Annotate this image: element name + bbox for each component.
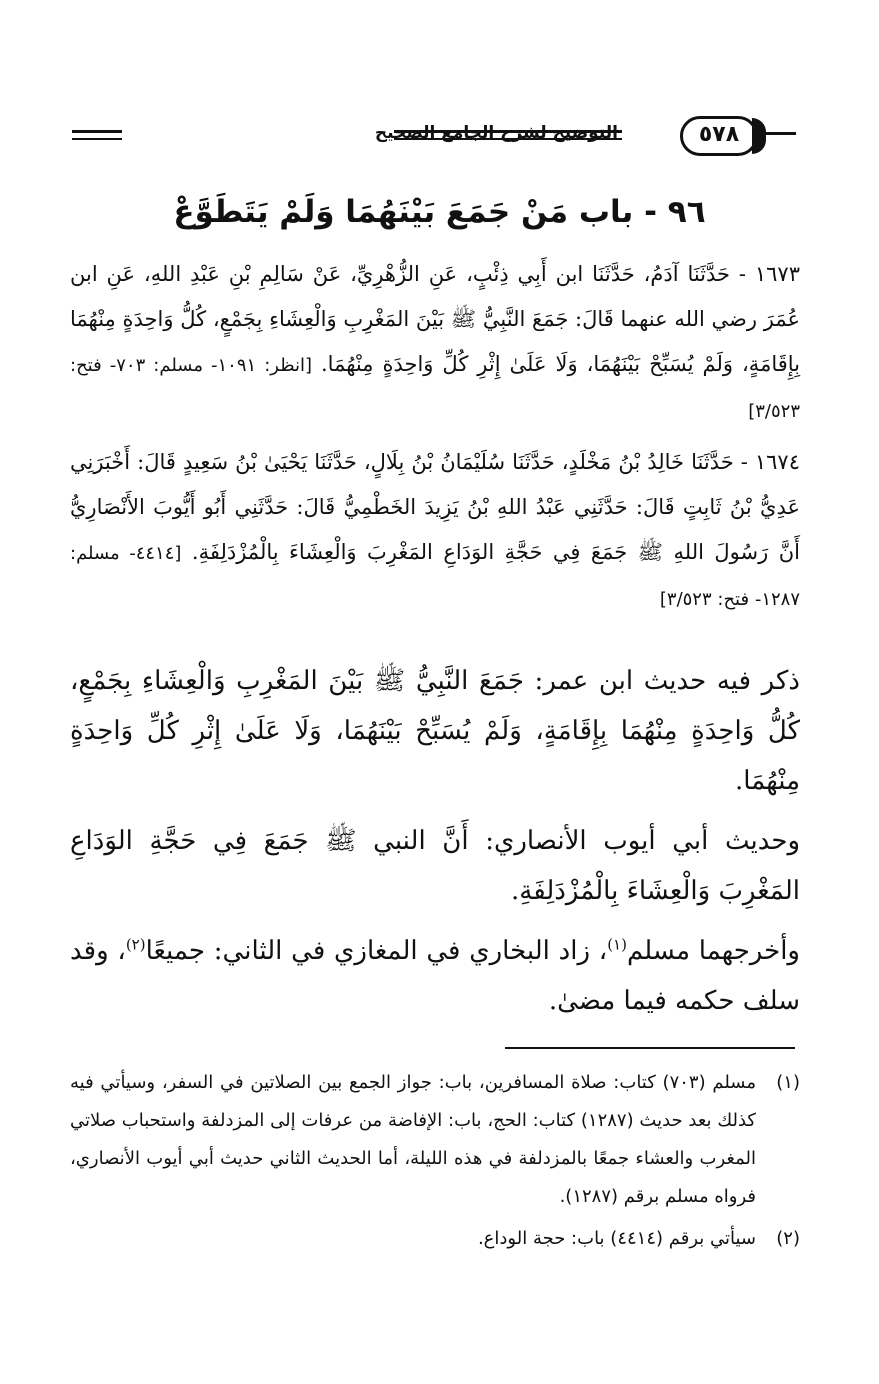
page-number: ٥٧٨ (680, 116, 758, 156)
hadith-1673 (70, 252, 800, 434)
hadith-1673-text: ١٦٧٣ - حَدَّثَنَا آدَمُ، حَدَّثَنَا ابن أَبِي ذِئْبٍ، عَنِ الزُّهْرِيِّ، عَنْ سَالِمِ بْنِ عَبْدِ اللهِ، عَنِ ابن عُمَرَ رضي الله عنهما قَالَ: جَمَعَ النَّبِيُّ ﷺ بَيْنَ المَغْرِبِ وَالْعِشَاءِ بِجَمْعٍ، كُلُّ وَاحِدَةٍ مِنْهُمَا بِإِقَامَةٍ، وَلَمْ يُسَبِّحْ بَيْنَهُمَا، وَلَا عَلَىٰ إِثْرِ كُلِّ وَاحِدَةٍ مِنْهُمَا. (70, 262, 800, 376)
chapter-title: ٩٦ - باب مَنْ جَمَعَ بَيْنَهُمَا وَلَمْ يَتَطَوَّعْ (173, 194, 706, 230)
hadith-1673-reference: [انظر: ١٠٩١- مسلم: ٧٠٣- فتح: ٣/٥٢٣] (70, 355, 800, 422)
footnote-1 (70, 1064, 800, 1216)
commentary-paragraph-1: ذكر فيه حديث ابن عمر: جَمَعَ النَّبِيُّ ﷺ بَيْنَ المَغْرِبِ وَالْعِشَاءِ بِجَمْعٍ، كُلُّ وَاحِدَةٍ مِنْهُمَا بِإِقَامَةٍ، وَلَمْ يُسَبِّحْ بَيْنَهُمَا، وَلَا عَلَىٰ إِثْرِ كُلِّ وَاحِدَةٍ مِنْهُمَا. (70, 666, 800, 796)
running-title: التوضيح لشرح الجامع الصحيح (374, 123, 618, 143)
commentary-p3-part-b: ، زاد البخاري في المغازي في الثاني: جميعًا (145, 936, 608, 966)
hadith-1673-paragraph (70, 252, 800, 434)
commentary (70, 656, 800, 1026)
hadith-1674-reference: [٤٤١٤- مسلم: ١٢٨٧- فتح: ٣/٥٢٣] (70, 543, 800, 610)
hadith-1674-text: ١٦٧٤ - حَدَّثَنَا خَالِدُ بْنُ مَخْلَدٍ، حَدَّثَنَا سُلَيْمَانُ بْنُ بِلَالٍ، حَدَّثَنَا يَحْيَىٰ بْنُ سَعِيدٍ قَالَ: أَخْبَرَنِي عَدِيُّ بْنُ ثَابِتٍ قَالَ: حَدَّثَنِي عَبْدُ اللهِ بْنُ يَزِيدَ الخَطْمِيُّ قَالَ: حَدَّثَنِي أَبُو أَيُّوبَ الأَنْصَارِيُّ أَنَّ رَسُولَ اللهِ ﷺ جَمَعَ فِي حَجَّةِ الوَدَاعِ المَغْرِبَ وَالْعِشَاءَ بِالْمُزْدَلِفَةِ. (70, 450, 800, 564)
header-rule-left-bottom (72, 138, 122, 140)
footnote-2 (70, 1220, 800, 1258)
footnote-ref-2[interactable]: (٢) (125, 935, 146, 954)
hadith-1674 (70, 440, 800, 622)
footnote-ref-1[interactable]: (١) (607, 935, 627, 954)
commentary-p3-part-c: ، وقد سلف حكمه فيما مضىٰ. (70, 936, 800, 1016)
hadith-1674-paragraph (70, 440, 800, 622)
commentary-paragraph-2: وحديث أبي أيوب الأنصاري: أَنَّ النبي ﷺ جَمَعَ فِي حَجَّةِ الوَدَاعِ المَغْرِبَ وَالْعِشَاءَ بِالْمُزْدَلِفَةِ. (70, 826, 800, 906)
page-header (72, 112, 796, 162)
header-rule-left-top (72, 130, 122, 133)
footnote-1-number: (١) (776, 1072, 800, 1093)
page-number-ornament (752, 118, 766, 154)
footnote-separator (505, 1047, 795, 1049)
footnote-1-text: مسلم (٧٠٣) كتاب: صلاة المسافرين، باب: جواز الجمع بين الصلاتين في السفر، وسيأتي فيه كذلك بعد حديث (١٢٨٧) كتاب: الحج، باب: الإفاضة من عرفات إلى المزدلفة واستحباب صلاتي المغرب والعشاء جمعًا بالمزدلفة في هذه الليلة، أما الحديث الثاني حديث أبي أيوب الأنصاري، فرواه مسلم برقم (١٢٨٧). (70, 1072, 757, 1207)
commentary-paragraph-3 (70, 926, 800, 1026)
commentary-p3-part-a: وأخرجهما مسلم (626, 936, 800, 966)
footnote-2-text: سيأتي برقم (٤٤١٤) باب: حجة الوداع. (477, 1228, 756, 1249)
footnotes (70, 1064, 800, 1258)
footnote-2-number: (٢) (776, 1228, 800, 1249)
